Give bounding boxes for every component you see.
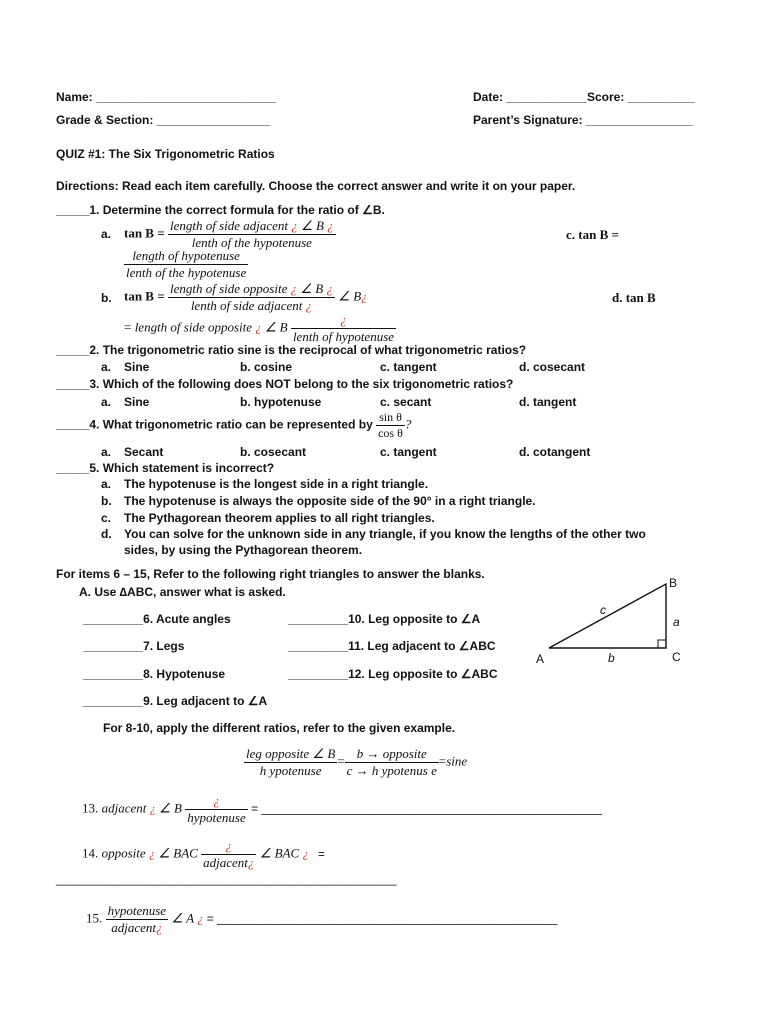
part-a-sub: A. Use ∆ABC, answer what is asked.: [79, 585, 286, 599]
q3-stem: _____3. Which of the following does NOT belong to the six trigonometric ratios?: [56, 377, 514, 391]
q4-line: [56, 410, 411, 441]
q4-choice-c: c. tangent: [380, 445, 437, 459]
red-mark: ¿: [361, 289, 368, 304]
q1-b-label: b.: [101, 291, 112, 305]
q1-b-den: lenth of side adjacent: [190, 298, 303, 313]
q5-b-text: The hypotenuse is always the opposite side of the 90° in a right triangle.: [124, 494, 536, 508]
q1-a-num: length of side adjacent: [169, 218, 289, 233]
q15-answer-blank: ___________________________________________________: [217, 911, 558, 926]
q5-a-text: The hypotenuse is the longest side in a right triangle.: [124, 477, 429, 491]
red-mark: ¿: [255, 320, 262, 335]
q4-choice-d: d. cotangent: [519, 445, 591, 459]
q1-d-label: d. tan B: [612, 290, 656, 305]
q5-d-label: d.: [101, 527, 112, 541]
item-12: _________12. Leg opposite to ∠ABC: [288, 667, 498, 681]
item-8: _________8. Hypotenuse: [83, 667, 226, 681]
q2-choice-a-label: a.: [101, 360, 112, 374]
equals: =: [337, 753, 345, 769]
example-formula: [244, 746, 467, 779]
red-mark: ¿: [291, 218, 298, 233]
red-mark: ¿: [213, 793, 220, 808]
q5-a-label: a.: [101, 477, 112, 491]
q13-angle: ∠ B: [159, 800, 182, 816]
q1-b2-den: lenth of hypotenuse: [292, 329, 395, 344]
quiz-title: QUIZ #1: The Six Trigonometric Ratios: [56, 147, 275, 161]
q1-stem: _____1. Determine the correct formula for the ratio of ∠B.: [56, 203, 385, 217]
red-mark: ¿: [149, 846, 155, 861]
equals: =: [251, 801, 259, 816]
item-11: _________11. Leg adjacent to ∠ABC: [288, 639, 496, 653]
q2-choice-b: b. cosine: [240, 360, 293, 374]
q1-b-tail: ∠ B: [338, 288, 362, 304]
q1-b2-text: length of side opposite: [134, 319, 253, 335]
equals: =: [438, 753, 447, 769]
part-a-intro: For items 6 – 15, Refer to the following right triangles to answer the blanks.: [56, 567, 485, 581]
equals: =: [206, 911, 214, 926]
q15-num: hypotenuse: [107, 903, 167, 918]
name-field: Name: ___________________________: [56, 90, 277, 104]
q5-d-text: You can solve for the unknown side in any triangle, if you know the lengths of the other two: [124, 527, 646, 541]
q1-a-angle: ∠ B: [301, 218, 324, 233]
q1-b-num: length of side opposite: [169, 281, 288, 296]
date-field: Date: ____________: [473, 90, 587, 104]
q13: [82, 793, 602, 826]
q14: [82, 838, 325, 871]
q5-c-text: The Pythagorean theorem applies to all right triangles.: [124, 511, 435, 525]
red-mark: ¿: [225, 838, 233, 853]
red-mark: ¿: [340, 312, 347, 327]
example-intro: For 8-10, apply the different ratios, refer to the given example.: [103, 721, 456, 735]
q2-stem: _____2. The trigonometric ratio sine is the reciprocal of what trigonometric ratios?: [56, 343, 527, 357]
q4-num: sin θ: [379, 410, 402, 424]
q5-b-label: b.: [101, 494, 112, 508]
side-b-label: b: [608, 651, 615, 665]
directions: Directions: Read each item carefully. Choose the correct answer and write it on your paper.: [56, 179, 576, 193]
q1-c-label: c. tan B =: [566, 227, 619, 242]
score-field: Score: __________: [587, 90, 695, 104]
side-a-label: a: [673, 615, 680, 629]
red-mark: ¿: [197, 911, 204, 926]
example-mid-num: b → opposite: [356, 746, 427, 761]
q1-b2-angle: ∠ B: [264, 319, 288, 335]
q1-c-den: lenth of the hypotenuse: [126, 265, 247, 280]
q1-a-formula: [124, 218, 336, 251]
vertex-c-label: C: [672, 650, 681, 664]
red-mark: ¿: [305, 298, 313, 313]
q5-stem: _____5. Which statement is incorrect?: [56, 461, 275, 475]
item-6: _________6. Acute angles: [83, 612, 231, 626]
q13-lead: adjacent: [101, 800, 147, 816]
equals: =: [124, 319, 132, 335]
q4-choice-a: Secant: [124, 445, 164, 459]
red-mark: ¿: [149, 801, 156, 816]
q1-a-label: a.: [101, 227, 112, 241]
q15-label: 15.: [86, 910, 103, 926]
q1-b-angle: ∠ B: [300, 281, 324, 296]
q3-choice-b: b. hypotenuse: [240, 395, 322, 409]
example-mid-den: c → h ypotenus e: [346, 763, 437, 778]
q15: [86, 903, 557, 936]
q2-choice-d: d. cosecant: [519, 360, 586, 374]
q14-lead: opposite: [101, 845, 146, 861]
q4-qmark: ?: [404, 416, 412, 432]
q14-tail: ∠ BAC: [259, 845, 300, 861]
red-mark: ¿: [155, 920, 163, 935]
side-c-label: c: [600, 603, 606, 617]
q14-label: 14.: [82, 845, 99, 861]
red-mark: ¿: [326, 281, 333, 296]
grade-section-field: Grade & Section: _________________: [56, 113, 271, 127]
example-lhs-den: h ypotenuse: [244, 762, 337, 779]
q4-den: cos θ: [378, 426, 403, 440]
q1-b-formula: [124, 281, 367, 314]
tan-b: tan B =: [124, 288, 165, 304]
red-mark: ¿: [302, 846, 309, 861]
q1-c-num: length of hypotenuse: [132, 248, 240, 263]
parent-signature-field: Parent’s Signature: ________________: [473, 113, 693, 127]
q3-choice-a: Sine: [124, 395, 150, 409]
q14-angle: ∠ BAC: [158, 845, 198, 861]
red-mark: ¿: [327, 218, 334, 233]
item-7: _________7. Legs: [83, 639, 185, 653]
q14-den: adjacent: [203, 855, 248, 870]
q1-b2-formula: [124, 312, 396, 345]
item-9: _________9. Leg adjacent to ∠A: [83, 694, 268, 708]
vertex-b-label: B: [669, 576, 678, 590]
example-rhs: sine: [446, 753, 468, 769]
tan-b: tan B =: [124, 225, 165, 241]
vertex-a-label: A: [536, 652, 545, 666]
q15-den: adjacent: [111, 920, 156, 935]
q5-d-cont: sides, by using the Pythagorean theorem.: [124, 543, 363, 557]
equals: =: [317, 846, 325, 861]
red-mark: ¿: [247, 855, 255, 870]
q13-answer-blank: ___________________________________________________: [261, 801, 602, 816]
q3-choice-d: d. tangent: [519, 395, 577, 409]
red-mark: ¿: [290, 281, 298, 296]
q15-angle: ∠ A: [171, 910, 195, 926]
q4-choice-a-label: a.: [101, 445, 112, 459]
example-lhs-num: leg opposite ∠ B: [246, 746, 336, 761]
q14-answer-blank: ___________________________________________________: [56, 872, 397, 886]
q2-choice-a: Sine: [124, 360, 150, 374]
q3-choice-c: c. secant: [380, 395, 432, 409]
item-10: _________10. Leg opposite to ∠A: [288, 612, 481, 626]
q13-label: 13.: [82, 800, 99, 816]
q5-c-label: c.: [101, 511, 112, 525]
q3-choice-a-label: a.: [101, 395, 112, 409]
q1-a-den: lenth of the hypotenuse: [168, 234, 336, 251]
q2-choice-c: c. tangent: [380, 360, 437, 374]
q4-choice-b: b. cosecant: [240, 445, 307, 459]
q13-den: hypotenuse: [187, 810, 246, 825]
q4-stem: _____4. What trigonometric ratio can be represented by: [56, 417, 373, 432]
q1-c-fraction: [124, 248, 248, 281]
